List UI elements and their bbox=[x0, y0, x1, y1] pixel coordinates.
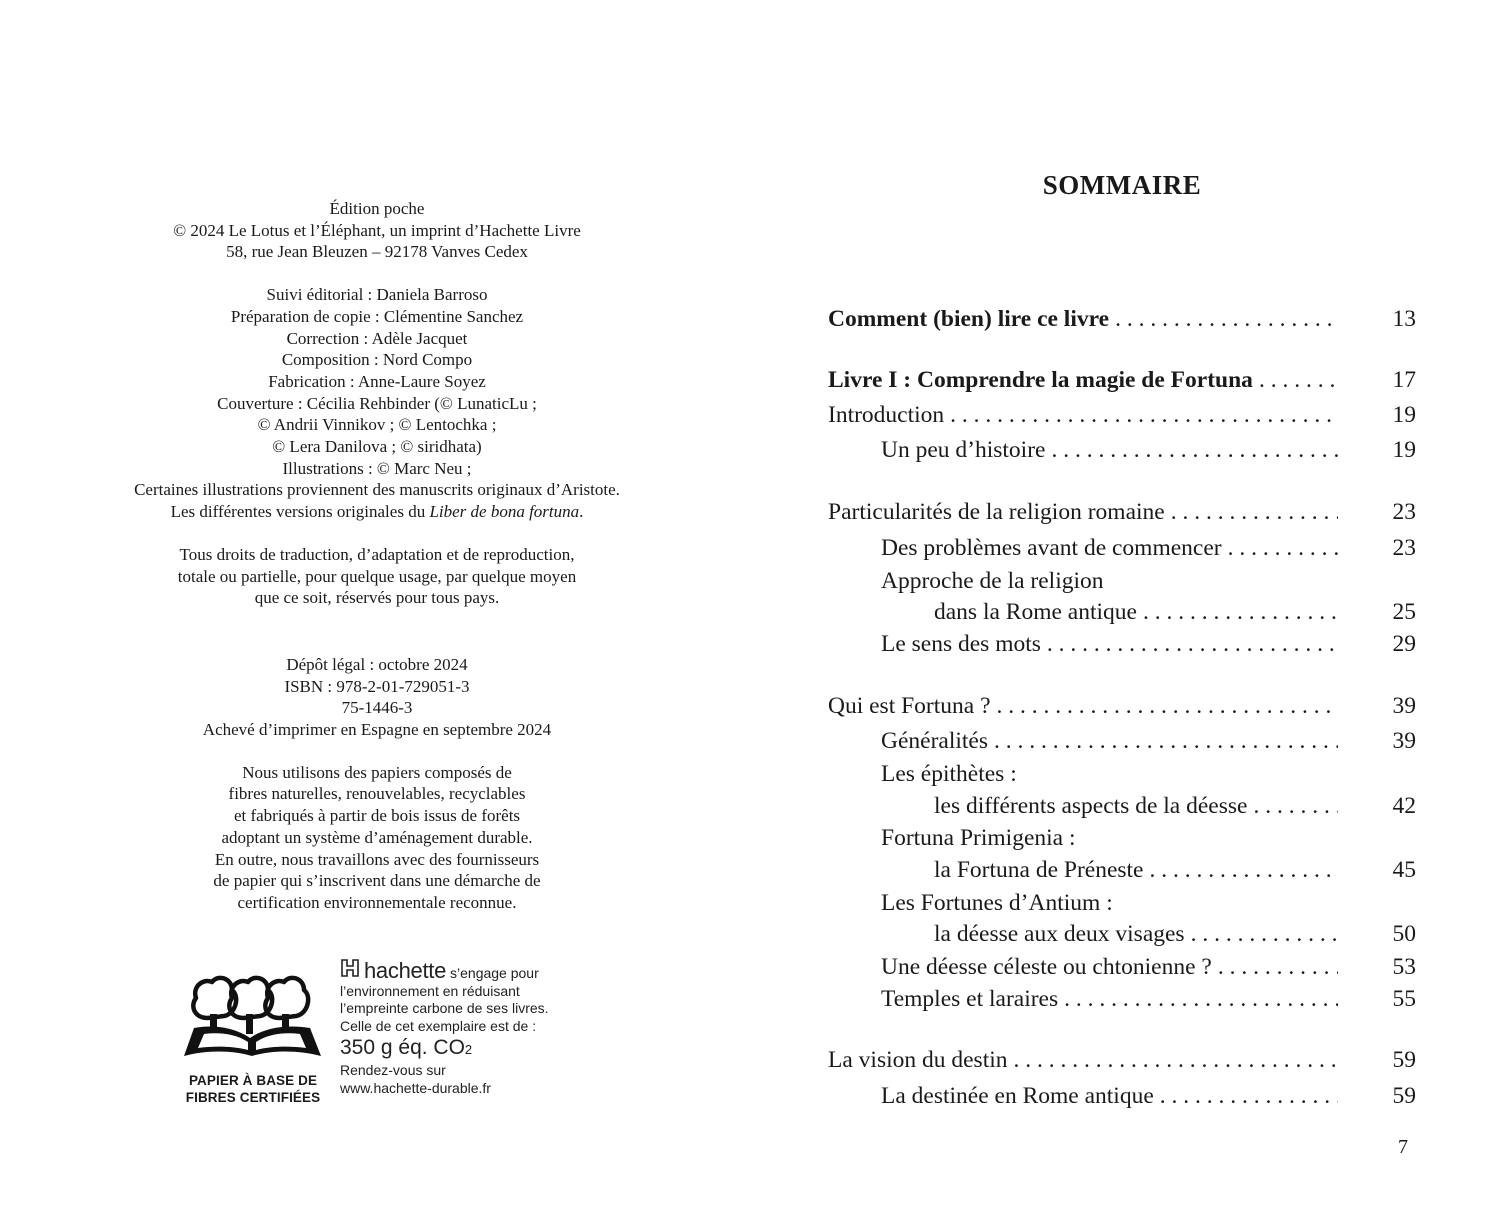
toc-entry bbox=[828, 568, 1416, 600]
toc-entry bbox=[828, 954, 1416, 986]
toc-entry-label: Des problèmes avant de commencer bbox=[881, 535, 1222, 561]
toc-entry-label: la déesse aux deux visages bbox=[934, 921, 1185, 947]
toc-entry-label: Un peu d’histoire bbox=[881, 437, 1046, 463]
credits-block bbox=[92, 284, 662, 523]
toc-entry-page: 53 bbox=[1392, 954, 1416, 980]
hachette-h-icon bbox=[340, 958, 360, 978]
book-title: Liber de bona fortuna bbox=[429, 502, 580, 522]
credit-line: Correction : Adèle Jacquet bbox=[286, 328, 468, 348]
toc-entry bbox=[828, 857, 1416, 889]
co2-amount: 350 g éq. CO bbox=[340, 1036, 465, 1059]
eco-caption bbox=[180, 1072, 326, 1106]
toc-entry bbox=[828, 761, 1416, 793]
rights-line: que ce soit, réservés pour tous pays. bbox=[254, 588, 500, 608]
toc-entry-page: 17 bbox=[1392, 367, 1416, 393]
toc-leader-dots bbox=[1160, 1083, 1338, 1110]
toc-leader-dots bbox=[994, 728, 1338, 755]
toc-leader-dots bbox=[1064, 986, 1338, 1013]
toc-entry bbox=[828, 367, 1416, 399]
rights-block bbox=[92, 544, 662, 609]
eco-label bbox=[180, 958, 600, 1118]
paper-line: Nous utilisons des papiers composés de bbox=[242, 762, 512, 782]
toc-entry bbox=[828, 986, 1416, 1018]
paper-line: et fabriqués à partir de bois issus de forêts bbox=[233, 806, 521, 826]
toc-entry bbox=[828, 921, 1416, 953]
toc-entry-label: Livre I : Comprendre la magie de Fortuna bbox=[828, 367, 1253, 393]
eco-line: l’environnement en réduisant bbox=[340, 982, 520, 999]
toc-entry bbox=[828, 535, 1416, 567]
co2-value bbox=[340, 1035, 600, 1062]
legal-block bbox=[92, 654, 662, 741]
toc-entry-page: 42 bbox=[1392, 793, 1416, 819]
toc-leader-dots bbox=[1228, 535, 1338, 562]
legal-line: Dépôt légal : octobre 2024 bbox=[286, 654, 468, 674]
toc-entry bbox=[828, 306, 1416, 338]
toc-entry-page: 59 bbox=[1392, 1083, 1416, 1109]
toc-entry-page: 45 bbox=[1392, 857, 1416, 883]
toc-entry-page: 29 bbox=[1392, 631, 1416, 657]
toc-entry-page: 39 bbox=[1392, 693, 1416, 719]
trees-book-icon bbox=[180, 966, 325, 1058]
eco-line: s’engage pour bbox=[450, 965, 539, 981]
isbn-line: ISBN : 978-2-01-729051-3 bbox=[284, 676, 470, 696]
toc-entry-label: Généralités bbox=[881, 728, 989, 754]
eco-line: l’empreinte carbone de ses livres. bbox=[340, 1000, 549, 1016]
paper-line: certification environnementale reconnue. bbox=[237, 892, 517, 912]
toc-entry-label: Les épithètes : bbox=[881, 761, 1017, 787]
brand-row bbox=[340, 958, 600, 983]
toc-leader-dots bbox=[1149, 857, 1338, 884]
rights-line: totale ou partielle, pour quelque usage, par quelque moyen bbox=[177, 566, 577, 586]
toc-entry bbox=[828, 499, 1416, 531]
copyright-line: © 2024 Le Lotus et l’Éléphant, un imprint d’Hachette Livre bbox=[173, 220, 581, 240]
toc-entry-label: Le sens des mots bbox=[881, 631, 1041, 657]
toc-leader-dots bbox=[997, 693, 1338, 720]
toc-entry-label: Fortuna Primigenia : bbox=[881, 825, 1076, 851]
legal-line: Achevé d’imprimer en Espagne en septembre 2024 bbox=[202, 720, 552, 740]
toc-entry-page: 19 bbox=[1392, 437, 1416, 463]
toc-entry-label: Particularités de la religion romaine bbox=[828, 499, 1165, 525]
toc-leader-dots bbox=[1014, 1047, 1339, 1074]
edition-line: Édition poche bbox=[329, 199, 425, 218]
credit-line: Préparation de copie : Clémentine Sanchez bbox=[230, 306, 524, 326]
toc-leader-dots bbox=[1171, 499, 1338, 526]
paper-line: fibres naturelles, renouvelables, recyclables bbox=[228, 784, 526, 804]
toc-entry-page: 19 bbox=[1392, 402, 1416, 428]
toc-entry-page: 23 bbox=[1392, 499, 1416, 525]
toc-leader-dots bbox=[1218, 954, 1338, 981]
paper-line: adoptant un système d’aménagement durable. bbox=[221, 827, 533, 847]
toc-entry-label: Les Fortunes d’Antium : bbox=[881, 890, 1113, 916]
paper-line: de papier qui s’inscrivent dans une démarche de bbox=[213, 871, 541, 891]
edition-block bbox=[92, 198, 662, 263]
versions-suffix: . bbox=[579, 502, 584, 522]
co2-subscript: 2 bbox=[464, 1042, 473, 1057]
toc-entry bbox=[828, 402, 1416, 434]
toc-entry bbox=[828, 599, 1416, 631]
toc-entry-label: la Fortuna de Préneste bbox=[934, 857, 1144, 883]
paper-block bbox=[92, 762, 662, 914]
toc-entry-label: Approche de la religion bbox=[881, 568, 1104, 594]
credit-line: © Andrii Vinnikov ; © Lentochka ; bbox=[257, 415, 497, 435]
hachette-brand: hachette bbox=[364, 958, 447, 983]
rights-line: Tous droits de traduction, d’adaptation et de reproduction, bbox=[179, 544, 575, 564]
toc-entry bbox=[828, 437, 1416, 469]
toc-entry bbox=[828, 693, 1416, 725]
toc-leader-dots bbox=[1047, 631, 1338, 658]
toc-entry-label: La destinée en Rome antique bbox=[881, 1083, 1154, 1109]
toc-entry-label: les différents aspects de la déesse bbox=[934, 793, 1248, 819]
toc-leader-dots bbox=[1115, 306, 1338, 333]
toc-entry-label: dans la Rome antique bbox=[934, 599, 1137, 625]
eco-line: Rendez-vous sur bbox=[340, 1062, 446, 1078]
credit-line: Illustrations : © Marc Neu ; bbox=[282, 458, 472, 478]
versions-line bbox=[92, 501, 662, 523]
eco-statement bbox=[340, 958, 600, 1097]
address-line: 58, rue Jean Bleuzen – 92178 Vanves Cedex bbox=[226, 242, 528, 262]
versions-prefix: Les différentes versions originales du bbox=[170, 502, 430, 522]
credit-line: Couverture : Cécilia Rehbinder (© LunaticLu ; bbox=[217, 393, 537, 413]
credit-line: © Lera Danilova ; © siridhata) bbox=[272, 437, 482, 457]
toc-entry-label: Temples et laraires bbox=[881, 986, 1059, 1012]
credit-line: Certaines illustrations proviennent des manuscrits originaux d’Aristote. bbox=[134, 480, 620, 500]
page-number: 7 bbox=[1398, 1136, 1408, 1158]
toc-leader-dots bbox=[1259, 367, 1338, 394]
toc-leader-dots bbox=[1253, 793, 1338, 820]
toc-entry bbox=[828, 1047, 1416, 1079]
toc-leader-dots bbox=[1143, 599, 1338, 626]
toc-entry-page: 39 bbox=[1392, 728, 1416, 754]
toc-entry-page: 23 bbox=[1392, 535, 1416, 561]
toc-entry-label: Introduction bbox=[828, 402, 945, 428]
toc-entry-page: 25 bbox=[1392, 599, 1416, 625]
toc-entry bbox=[828, 890, 1416, 922]
credit-line: Composition : Nord Compo bbox=[281, 350, 473, 370]
toc-entry-label: Comment (bien) lire ce livre bbox=[828, 306, 1110, 332]
toc-leader-dots bbox=[950, 402, 1338, 429]
toc-leader-dots bbox=[1191, 921, 1338, 948]
toc-entry bbox=[828, 793, 1416, 825]
toc-entry-page: 50 bbox=[1392, 921, 1416, 947]
eco-caption-line: FIBRES CERTIFIÉES bbox=[185, 1090, 321, 1105]
eco-line: Celle de cet exemplaire est de : bbox=[340, 1017, 537, 1034]
toc-entry-label: Une déesse céleste ou chtonienne ? bbox=[881, 954, 1212, 980]
toc-entry bbox=[828, 1083, 1416, 1115]
toc-entry-label: La vision du destin bbox=[828, 1047, 1008, 1073]
toc-title: SOMMAIRE bbox=[1042, 170, 1202, 200]
toc-entry-label: Qui est Fortuna ? bbox=[828, 693, 991, 719]
toc-entry bbox=[828, 631, 1416, 663]
colophon bbox=[92, 198, 662, 935]
paper-line: En outre, nous travaillons avec des fournisseurs bbox=[214, 849, 540, 869]
toc-entry bbox=[828, 728, 1416, 760]
toc-entry-page: 55 bbox=[1392, 986, 1416, 1012]
toc-entry-page: 59 bbox=[1392, 1047, 1416, 1073]
credit-line: Suivi éditorial : Daniela Barroso bbox=[266, 285, 488, 305]
legal-line: 75-1446-3 bbox=[341, 698, 413, 718]
toc-entry-page: 13 bbox=[1392, 306, 1416, 332]
eco-url: www.hachette-durable.fr bbox=[340, 1079, 491, 1096]
toc-entry bbox=[828, 825, 1416, 857]
credit-line: Fabrication : Anne-Laure Soyez bbox=[268, 371, 486, 391]
eco-caption-line: PAPIER À BASE DE bbox=[188, 1073, 318, 1088]
toc-leader-dots bbox=[1051, 437, 1338, 464]
